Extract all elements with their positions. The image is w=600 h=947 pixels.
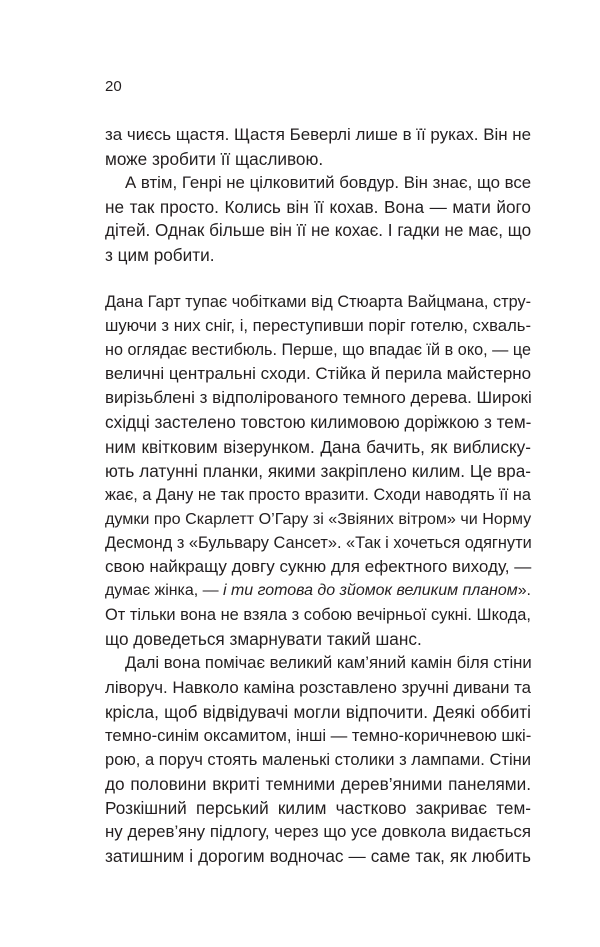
text-line: темно-синім оксамитом, інші — темно-коричневою шкі- bbox=[105, 725, 532, 745]
text-block-henry bbox=[105, 123, 531, 268]
text-line: но оглядає вестибюль. Перше, що впадає їй в око, — це bbox=[105, 341, 531, 360]
text-line: вирізьблені з відполірованого темного дерева. Широкі bbox=[105, 388, 532, 408]
text-line: ють латунні планки, якими закріплено килим. Це вра- bbox=[105, 460, 531, 481]
text-line: за чиєсь щастя. Щастя Беверлі лише в її руках. Він не bbox=[105, 125, 532, 144]
text-line: до половини вкриті темними дерев’яними панелями. bbox=[105, 773, 531, 794]
text-line: може зробити її щасливою. bbox=[105, 149, 324, 170]
text-line: східці застелено товстою килимовою доріжкою з тем- bbox=[105, 412, 532, 433]
text-line-with-italic bbox=[105, 579, 531, 603]
text-line: що доведеться змарнувати такий шанс. bbox=[105, 629, 422, 650]
text-line: Далі вона помічає великий кам’яний камін біля стіни bbox=[125, 653, 532, 673]
text-line: з цим робити. bbox=[105, 245, 215, 266]
text-line: думки про Скарлетт О’Гару зі «Звіяних вітром» чи Норму bbox=[105, 509, 532, 528]
text-line: ну дерев’яну підлогу, через що усе довкола видається bbox=[105, 822, 531, 842]
text-line: затишним і дорогим водночас — саме так, як любить bbox=[105, 846, 531, 867]
text-line: Дана Гарт тупає чобітками від Стюарта Вайцмана, стру- bbox=[105, 293, 531, 311]
text-span: думає жінка, — bbox=[105, 582, 224, 600]
italic-quote: і ти готова до зйомок великим планом bbox=[223, 582, 518, 600]
text-line: Десмонд з «Бульвару Сансет». «Так і хочеться одягнути bbox=[105, 533, 532, 552]
text-line: рою, а поруч стоять маленькі столики з лампами. Стіни bbox=[105, 749, 531, 769]
text-line: ним квітковим візерунком. Дана бачить, як виблиску- bbox=[105, 436, 531, 457]
text-line: величні центральні сходи. Стійка й перила майстерно bbox=[105, 364, 532, 384]
text-line: дітей. Однак більше він її не кохає. І гадки не має, що bbox=[105, 221, 532, 241]
text-line: жає, а Дану не так просто вразити. Сходи наводять її на bbox=[105, 485, 531, 504]
text-span: ». bbox=[517, 582, 531, 600]
text-line: ліворуч. Навколо каміна розставлено зручні дивани та bbox=[105, 677, 531, 697]
text-line: шуючи з них сніг, і, переступивши поріг готелю, схваль- bbox=[105, 316, 531, 336]
text-line: А втім, Генрі не цілковитий бовдур. Він знає, що все bbox=[125, 173, 532, 193]
text-line: не так просто. Колись він її кохав. Вона — мати його bbox=[105, 197, 531, 218]
text-line: Розкішний перський килим частково закриває тем- bbox=[105, 797, 531, 818]
text-line: крісла, щоб відвідувачі могли відпочити. Деякі оббиті bbox=[105, 701, 531, 722]
page-number: 20 bbox=[105, 78, 122, 95]
text-line: свою найкращу довгу сукню для ефектного виходу, — bbox=[105, 557, 532, 577]
text-block-dana bbox=[105, 290, 531, 868]
text-line: От тільки вона не взяла з собою вечірньої сукні. Шкода, bbox=[105, 606, 531, 625]
